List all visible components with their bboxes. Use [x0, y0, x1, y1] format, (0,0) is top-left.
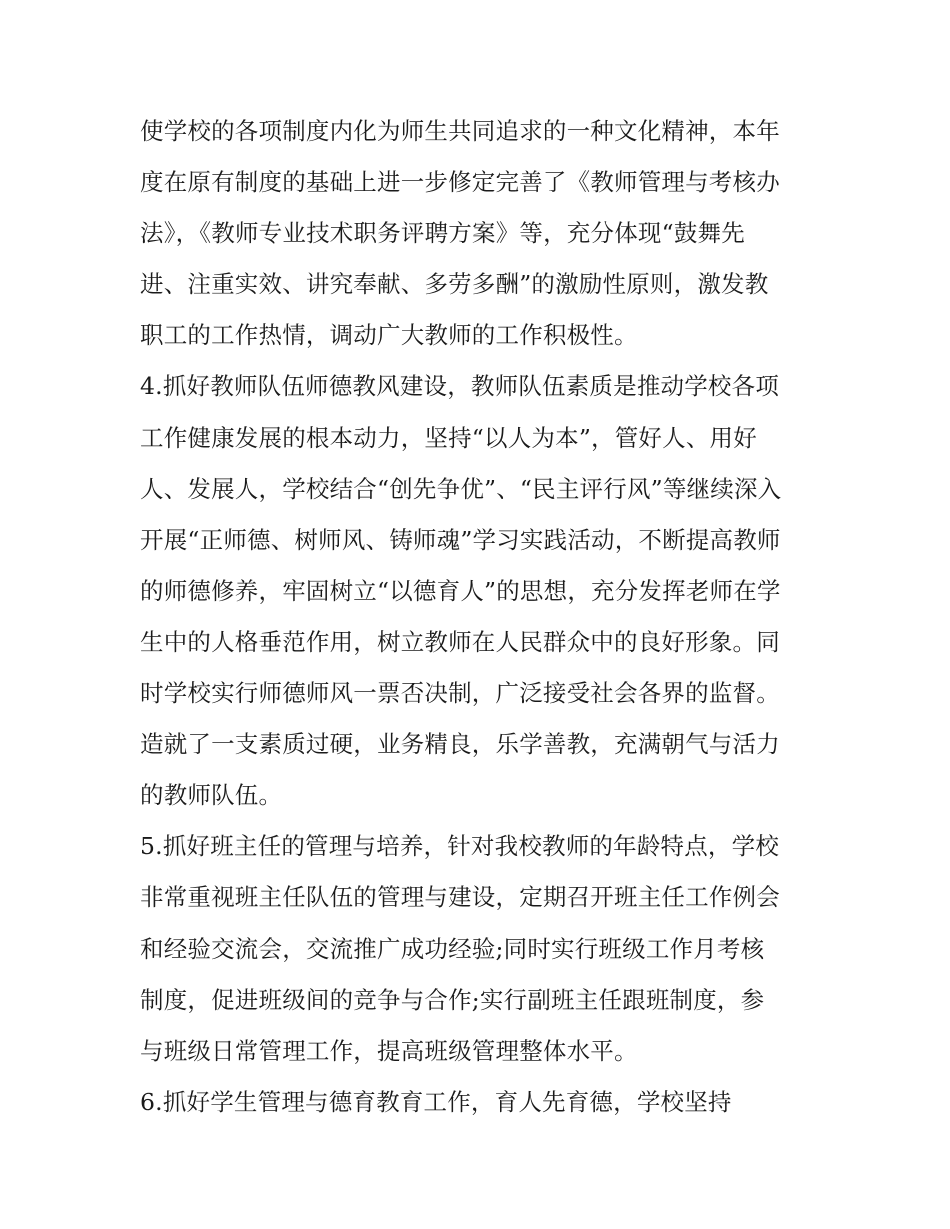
text-line: 时学校实行师德师风一票否决制，广泛接受社会各界的监督。 [140, 679, 780, 708]
text-line: 使学校的各项制度内化为师生共同追求的一种文化精神，本年 [140, 117, 780, 145]
text-line: 职工的工作热情，调动广大教师的工作积极性。 [140, 321, 638, 350]
text-line: 造就了一支素质过硬，业务精良，乐学善教，充满朝气与活力 [140, 730, 780, 759]
text-line: 制度，促进班级间的竞争与合作;实行副班主任跟班制度，参 [140, 985, 765, 1014]
text-line: 开展“正师德、树师风、铸师魂”学习实践活动，不断提高教师 [140, 525, 781, 554]
text-line: 与班级日常管理工作，提高班级管理整体水平。 [140, 1036, 638, 1065]
text-line: 4.抓好教师队伍师德教风建设，教师队伍素质是推动学校各项 [140, 372, 780, 401]
body-text [140, 106, 820, 1128]
text-line: 工作健康发展的根本动力，坚持“以人为本”，管好人、用好 [140, 423, 757, 452]
text-line: 进、注重实效、讲究奉献、多劳多酬”的激励性原则，激发教 [140, 270, 769, 299]
text-line: 非常重视班主任队伍的管理与建设，定期召开班主任工作例会 [140, 883, 780, 912]
text-line: 度在原有制度的基础上进一步修定完善了《教师管理与考核办 [140, 168, 780, 197]
text-line: 的教师队伍。 [140, 781, 283, 810]
text-line: 的师德修养，牢固树立“以德育人”的思想，充分发挥老师在学 [140, 576, 781, 605]
text-line: 生中的人格垂范作用，树立教师在人民群众中的良好形象。同 [140, 627, 780, 656]
text-line: 6.抓好学生管理与德育教育工作，育人先育德，学校坚持 [140, 1087, 732, 1116]
text-line: 法》，《教师专业技术职务评聘方案》等，充分体现“鼓舞先 [140, 219, 745, 248]
text-line: 和经验交流会，交流推广成功经验;同时实行班级工作月考核 [140, 934, 765, 963]
text-line: 5.抓好班主任的管理与培养，针对我校教师的年龄特点，学校 [140, 832, 780, 861]
text-line: 人、发展人，学校结合“创先争优”、“民主评行风”等继续深入 [140, 474, 782, 503]
